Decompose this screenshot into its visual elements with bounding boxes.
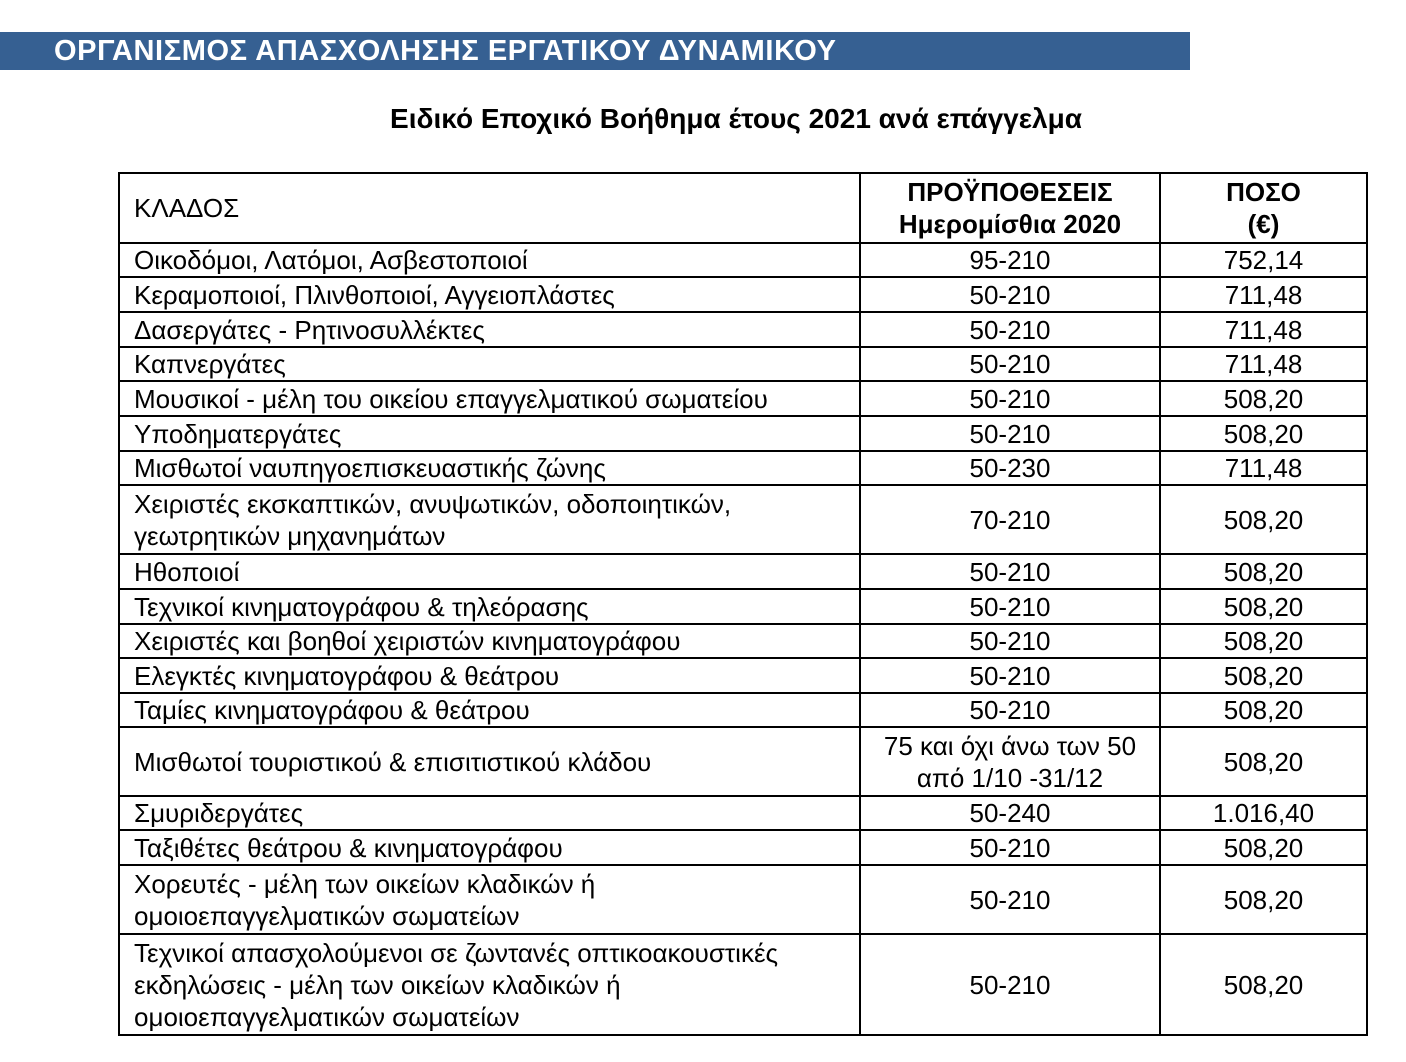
cell-amount: 508,20 — [1160, 624, 1367, 658]
cell-branch: Ελεγκτές κινηματογράφου & θεάτρου — [119, 658, 860, 693]
requirements-header-line1: ΠΡΟΫΠΟΘΕΣΕΙΣ — [907, 177, 1113, 207]
table-row — [119, 451, 1367, 485]
cell-requirements: 50-210 — [860, 381, 1160, 416]
table-row — [119, 277, 1367, 312]
cell-requirements: 50-230 — [860, 451, 1160, 485]
cell-amount: 508,20 — [1160, 589, 1367, 624]
cell-requirements: 50-210 — [860, 830, 1160, 865]
cell-amount: 508,20 — [1160, 554, 1367, 589]
cell-amount: 508,20 — [1160, 658, 1367, 693]
allowance-table — [118, 172, 1368, 1036]
cell-requirements: 50-210 — [860, 277, 1160, 312]
cell-branch: Χορευτές - μέλη των οικείων κλαδικών ή ομοιοεπαγγελματικών σωματείων — [119, 865, 860, 934]
cell-amount: 508,20 — [1160, 693, 1367, 727]
cell-amount: 752,14 — [1160, 243, 1367, 277]
table-row — [119, 624, 1367, 658]
cell-branch: Υποδηματεργάτες — [119, 416, 860, 451]
cell-requirements: 50-210 — [860, 624, 1160, 658]
page-title: Ειδικό Εποχικό Βοήθημα έτους 2021 ανά επάγγελμα — [390, 103, 1082, 134]
table-row — [119, 243, 1367, 277]
table-row — [119, 347, 1367, 381]
table-row — [119, 381, 1367, 416]
cell-requirements: 50-210 — [860, 658, 1160, 693]
table-row — [119, 934, 1367, 1035]
organization-banner: ΟΡΓΑΝΙΣΜΟΣ ΑΠΑΣΧΟΛΗΣΗΣ ΕΡΓΑΤΙΚΟΥ ΔΥΝΑΜΙΚΟΥ — [0, 32, 1190, 70]
column-header-amount — [1160, 173, 1367, 243]
cell-branch: Τεχνικοί κινηματογράφου & τηλεόρασης — [119, 589, 860, 624]
column-header-branch: ΚΛΑΔΟΣ — [119, 173, 860, 243]
cell-branch: Ταξιθέτες θεάτρου & κινηματογράφου — [119, 830, 860, 865]
cell-requirements: 50-210 — [860, 693, 1160, 727]
cell-requirements: 95-210 — [860, 243, 1160, 277]
cell-requirements: 50-210 — [860, 934, 1160, 1035]
cell-branch: Ηθοποιοί — [119, 554, 860, 589]
cell-amount: 508,20 — [1160, 830, 1367, 865]
table-row — [119, 658, 1367, 693]
cell-branch: Οικοδόμοι, Λατόμοι, Ασβεστοποιοί — [119, 243, 860, 277]
table-row — [119, 727, 1367, 796]
cell-branch: Μουσικοί - μέλη του οικείου επαγγελματικού σωματείου — [119, 381, 860, 416]
cell-amount: 1.016,40 — [1160, 796, 1367, 830]
cell-requirements: 50-210 — [860, 589, 1160, 624]
amount-header-line1: ΠΟΣΟ — [1226, 177, 1301, 207]
cell-branch: Μισθωτοί τουριστικού & επισιτιστικού κλάδου — [119, 727, 860, 796]
requirements-header-line2: Ημερομίσθια 2020 — [898, 209, 1122, 239]
table-row — [119, 865, 1367, 934]
table-row — [119, 830, 1367, 865]
cell-amount: 508,20 — [1160, 865, 1367, 934]
cell-branch: Σμυριδεργάτες — [119, 796, 860, 830]
cell-branch: Κεραμοποιοί, Πλινθοποιοί, Αγγειοπλάστες — [119, 277, 860, 312]
cell-amount: 711,48 — [1160, 277, 1367, 312]
cell-branch: Καπνεργάτες — [119, 347, 860, 381]
amount-header-line2: (€) — [1247, 209, 1280, 239]
cell-requirements: 70-210 — [860, 485, 1160, 554]
cell-requirements: 75 και όχι άνω των 50 από 1/10 -31/12 — [860, 727, 1160, 796]
cell-requirements: 50-210 — [860, 347, 1160, 381]
table-row — [119, 554, 1367, 589]
cell-amount: 711,48 — [1160, 451, 1367, 485]
table-row — [119, 693, 1367, 727]
cell-branch: Ταμίες κινηματογράφου & θεάτρου — [119, 693, 860, 727]
cell-amount: 711,48 — [1160, 347, 1367, 381]
table-row — [119, 485, 1367, 554]
cell-requirements: 50-210 — [860, 416, 1160, 451]
cell-requirements: 50-210 — [860, 865, 1160, 934]
cell-amount: 508,20 — [1160, 727, 1367, 796]
table-header-row — [119, 173, 1367, 243]
table-row — [119, 416, 1367, 451]
cell-amount: 508,20 — [1160, 485, 1367, 554]
cell-amount: 508,20 — [1160, 416, 1367, 451]
table-row — [119, 796, 1367, 830]
table-body — [119, 243, 1367, 1035]
cell-branch: Χειριστές εκσκαπτικών, ανυψωτικών, οδοποιητικών, γεωτρητικών μηχανημάτων — [119, 485, 860, 554]
column-header-requirements — [860, 173, 1160, 243]
cell-branch: Δασεργάτες - Ρητινοσυλλέκτες — [119, 312, 860, 347]
cell-requirements: 50-240 — [860, 796, 1160, 830]
table-row — [119, 589, 1367, 624]
cell-amount: 508,20 — [1160, 381, 1367, 416]
table-row — [119, 312, 1367, 347]
cell-amount: 711,48 — [1160, 312, 1367, 347]
cell-amount: 508,20 — [1160, 934, 1367, 1035]
cell-requirements: 50-210 — [860, 312, 1160, 347]
cell-requirements: 50-210 — [860, 554, 1160, 589]
cell-branch: Μισθωτοί ναυπηγοεπισκευαστικής ζώνης — [119, 451, 860, 485]
cell-branch: Χειριστές και βοηθοί χειριστών κινηματογράφου — [119, 624, 860, 658]
cell-branch: Τεχνικοί απασχολούμενοι σε ζωντανές οπτικοακουστικές εκδηλώσεις - μέλη των οικείων κλαδικών ή ομοιοεπαγγελματικών σωματείων — [119, 934, 860, 1035]
